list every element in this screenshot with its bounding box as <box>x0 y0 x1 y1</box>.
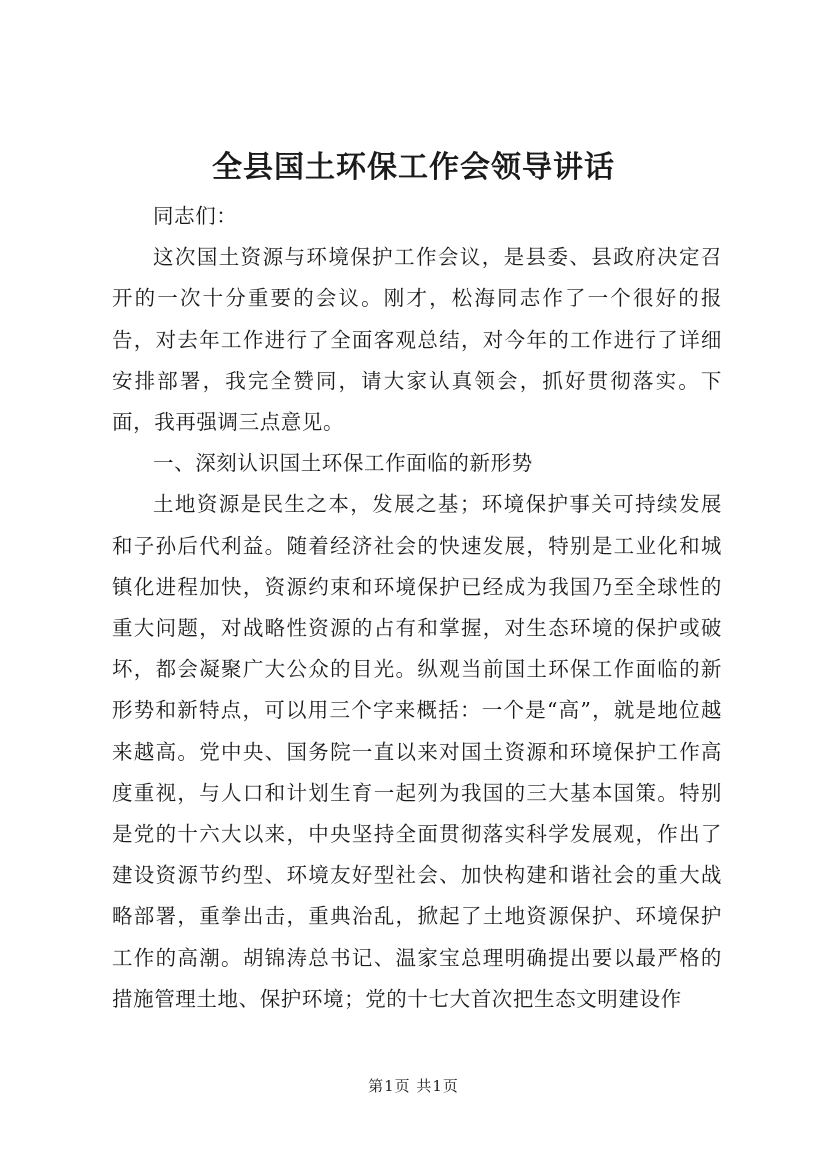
paragraph-2: 土地资源是民生之本，发展之基；环境保护事关可持续发展和子孙后代利益。随着经济社会的快速发展，特别是工业化和城镇化进程加快，资源约束和环境保护已经成为我国乃至全球性的重大问题，对战略性资源的占有和掌握，对生态环境的保护或破坏，都会凝聚广大公众的目光。纵观当前国土环保工作面临的新形势和新特点，可以用三个字来概括：一个是“高”，就是地位越来越高。党中央、国务院一直以来对国土资源和环境保护工作高度重视，与人口和计划生育一起列为我国的三大基本国策。特别是党的十六大以来，中央坚持全面贯彻落实科学发展观，作出了建设资源节约型、环境友好型社会、加快构建和谐社会的重大战略部署，重拳出击，重典治乱，掀起了土地资源保护、环境保护工作的高潮。胡锦涛总书记、温家宝总理明确提出要以最严格的措施管理土地、保护环境；党的十七大首次把生态文明建设作 <box>112 492 722 1011</box>
document-title: 全县国土环保工作会领导讲话 <box>212 150 615 185</box>
section-heading-1: 一、深刻认识国土环保工作面临的新形势 <box>153 451 533 476</box>
paragraph-1: 这次国土资源与环境保护工作会议，是县委、县政府决定召开的一次十分重要的会议。刚才，松海同志作了一个很好的报告，对去年工作进行了全面客观总结，对今年的工作进行了详细安排部署，我完全赞同，请大家认真领会，抓好贯彻落实。下面，我再强调三点意见。 <box>112 245 722 435</box>
document-body <box>112 196 722 1020</box>
salutation: 同志们： <box>153 204 238 228</box>
page-footer: 第1页 共1页 <box>368 1077 459 1095</box>
